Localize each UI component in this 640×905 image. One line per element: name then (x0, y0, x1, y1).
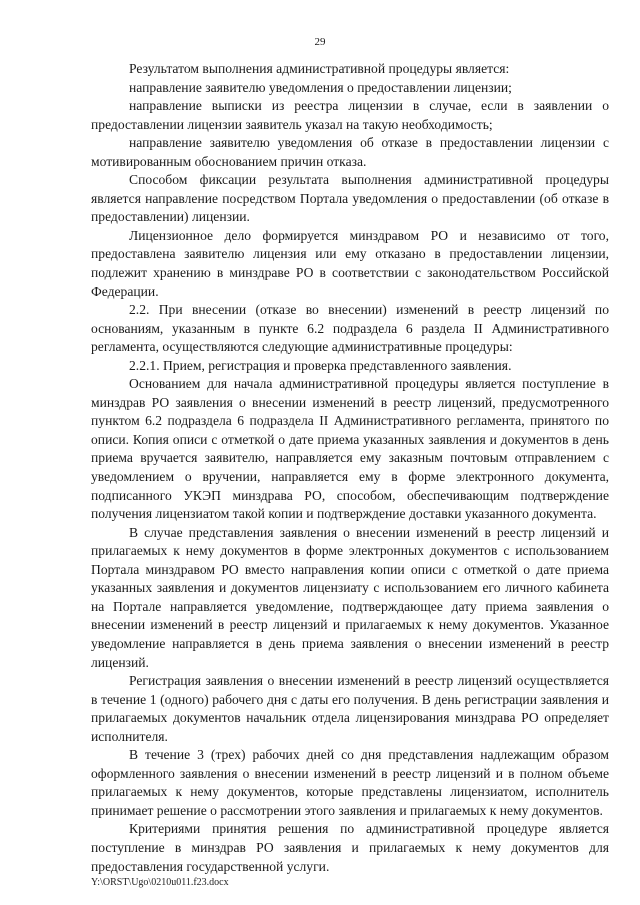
paragraph: направление заявителю уведомления о предоставлении лицензии; (129, 79, 512, 95)
paragraph: Способом фиксации результата выполнения административной процедуры является направление посредством Портала уведомления о предоставлении (об отказе в предоставлении) лицензии. (91, 172, 609, 225)
paragraph: направление выписки из реестра лицензии в случае, если в заявлении о предоставлении лицензии заявитель указал на такую необходимость; (91, 98, 609, 132)
paragraph: Регистрация заявления о внесении изменений в реестр лицензий осуществляется в течение 1 (одного) рабочего дня с даты его получения. В день регистрации заявления и прилагаемых документов начальник отдела лицензирования минздрава РО определяет исполнителя. (91, 673, 609, 744)
document-body (91, 60, 609, 876)
paragraph: Лицензионное дело формируется минздравом РО и независимо от того, предоставлена заявителю лицензия или ему отказано в предоставлении лицензии, подлежит хранению в минздраве РО в соответствии с законодательством Российской Федерации. (91, 227, 609, 299)
paragraph: направление заявителю уведомления об отказе в предоставлении лицензии с мотивированным обоснованием причин отказа. (91, 135, 609, 169)
paragraph: 2.2. При внесении (отказе во внесении) изменений в реестр лицензий по основаниям, указанным в пункте 6.2 подраздела 6 раздела II Административного регламента, осуществляются следующие административные процедуры: (91, 302, 609, 355)
paragraph: Критериями принятия решения по административной процедуре является поступление в минздрав РО заявления и прилагаемых к нему документов для предоставления государственной услуги. (91, 821, 609, 874)
paragraph: В течение 3 (трех) рабочих дней со дня представления надлежащим образом оформленного заявления о внесении изменений в реестр лицензий и в полном объеме прилагаемых к нему документов, которые представлены лицензиатом, исполнитель принимает решение о рассмотрении этого заявления и прилагаемых к нему документов. (91, 747, 609, 818)
paragraph: Результатом выполнения административной процедуры является: (129, 61, 510, 76)
footer-file-path: Y:\ORST\Ugo\0210u011.f23.docx (91, 877, 229, 888)
paragraph: 2.2.1. Прием, регистрация и проверка представленного заявления. (129, 357, 512, 373)
paragraph: В случае представления заявления о внесении изменений в реестр лицензий и прилагаемых к нему документов в форме электронных документов с использованием Портала минздравом РО вместо направления копии описи с отметкой о дате приема указанных заявления и документов лицензиату с использованием его личного кабинета на Портале направляется уведомление, подтверждающее дату приема заявления о внесении изменений в реестр лицензий и прилагаемых к нему документов. Указанное уведомление направляется в день приема заявления о внесении изменений в реестр лицензий. (91, 524, 609, 670)
page-number: 29 (314, 36, 326, 48)
paragraph: Основанием для начала административной процедуры является поступление в минздрав РО заявления о внесении изменений в реестр лицензий, предусмотренного пунктом 6.2 подраздела 6 подраздела II Административного регламента, принятого по описи. Копия описи с отметкой о дате приема указанных заявления и документов в день приема вручается заявителю, направляется ему заказным почтовым отправлением с уведомлением о вручении, направляется ему в форме электронного документа, подписанного УКЭП минздрава РО, способом, обеспечивающим подтверждение получения лицензиатом такой копии и подтверждение доставки указанного документа. (91, 376, 609, 522)
